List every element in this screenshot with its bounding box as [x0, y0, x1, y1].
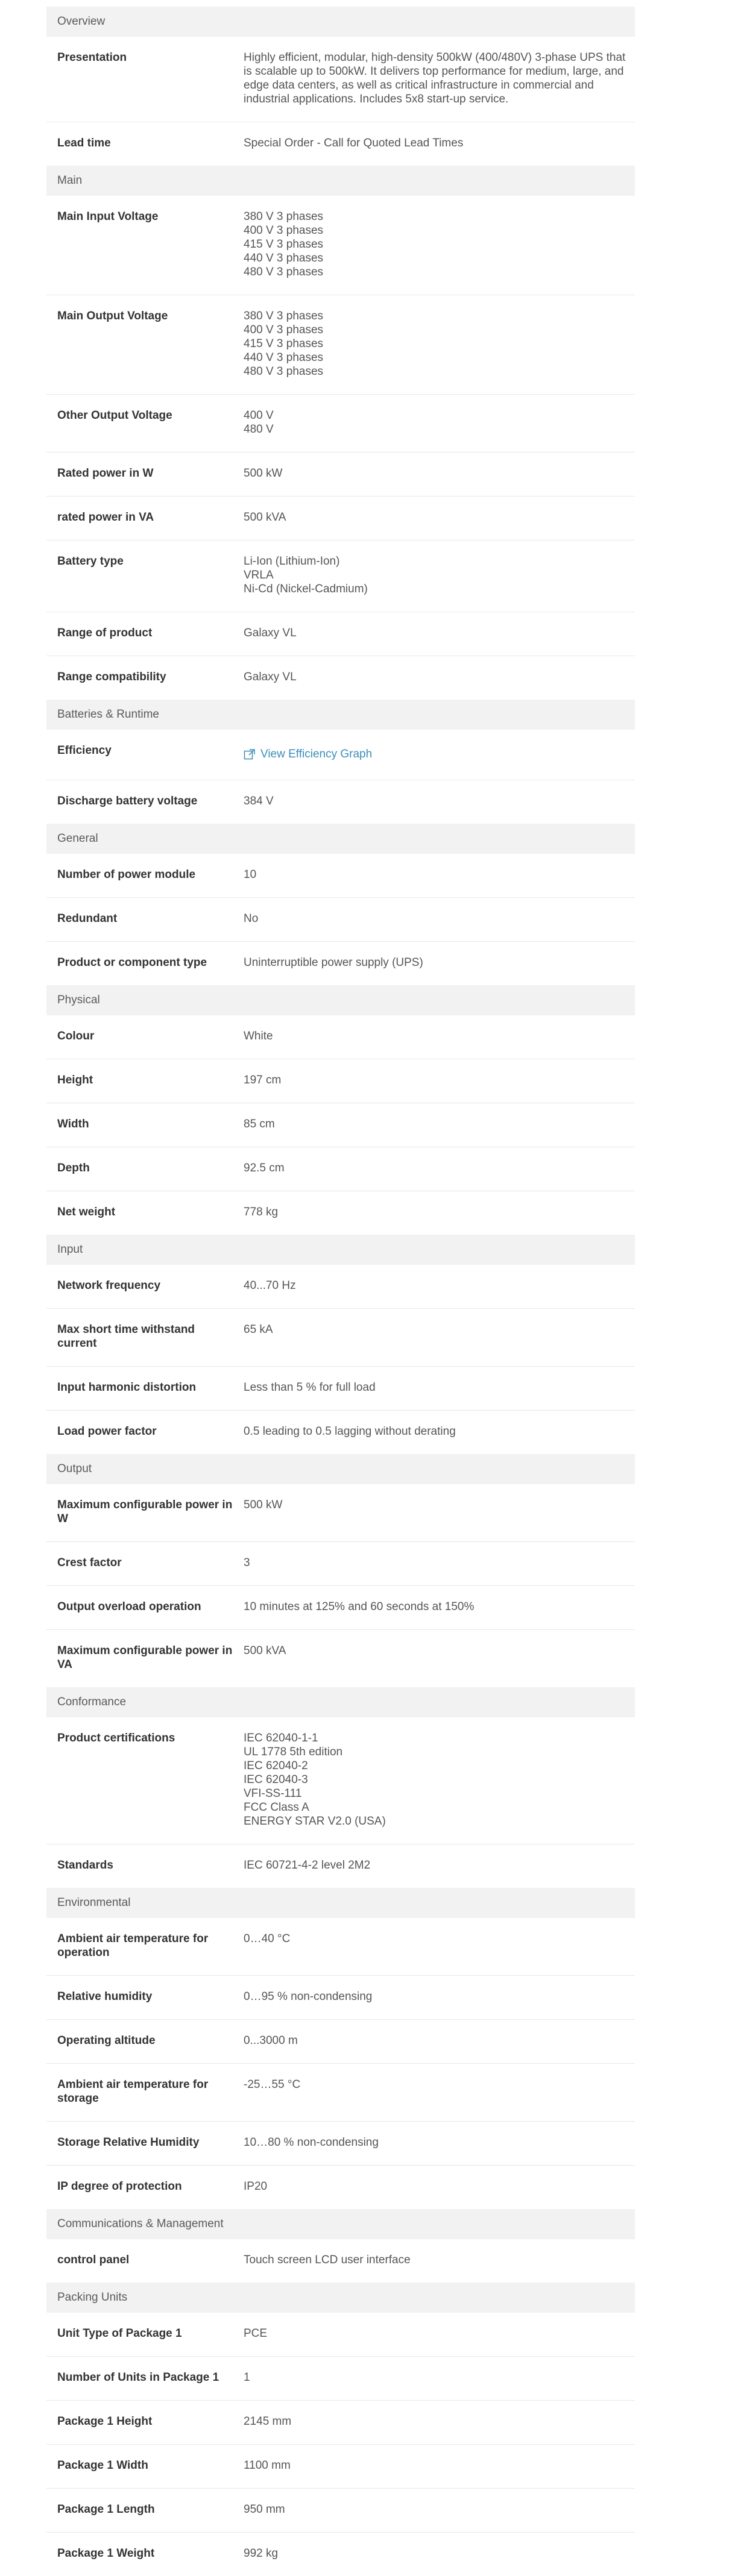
spec-label: Main Input Voltage: [57, 210, 159, 223]
spec-row-colour: [46, 1015, 635, 1059]
spec-value-line: 400 V 3 phases: [244, 324, 324, 336]
spec-label: Output overload operation: [57, 1600, 201, 1613]
section-communications-management: [46, 2209, 635, 2283]
section-environmental: [46, 1888, 635, 2209]
section-header: Communications & Management: [46, 2209, 635, 2239]
spec-row-range-of-product: [46, 612, 635, 656]
spec-value: [244, 1424, 635, 1438]
spec-value-line: 500 kVA: [244, 511, 286, 524]
spec-row-product-certifications: [46, 1717, 635, 1844]
spec-label: Other Output Voltage: [57, 409, 172, 422]
spec-label: Range of product: [57, 627, 153, 639]
section-header: Packing Units: [46, 2283, 635, 2313]
spec-value: [244, 1858, 635, 1872]
spec-value-line: 0...3000 m: [244, 2034, 298, 2047]
spec-row-load-power-factor: [46, 1411, 635, 1454]
spec-label: Operating altitude: [57, 2034, 156, 2047]
spec-row-output-overload-operation: [46, 1586, 635, 1630]
spec-value: [244, 51, 635, 106]
spec-value: [244, 2458, 635, 2472]
spec-row-package-1-length: [46, 2489, 635, 2533]
section-physical: [46, 985, 635, 1235]
spec-value-line: 380 V 3 phases: [244, 310, 324, 322]
spec-value: [244, 466, 635, 480]
spec-label: Battery type: [57, 555, 124, 568]
spec-row-depth: [46, 1147, 635, 1191]
spec-row-package-1-height: [46, 2401, 635, 2445]
spec-value-line: UL 1778 5th edition: [244, 1745, 343, 1758]
spec-value: [244, 1029, 635, 1043]
section-input: [46, 1235, 635, 1454]
spec-row-efficiency: [46, 730, 635, 780]
spec-value-line: IEC 62040-2: [244, 1759, 308, 1772]
spec-row-rated-power-in-w: [46, 453, 635, 497]
spec-value-line: 480 V 3 phases: [244, 266, 324, 278]
spec-label: Colour: [57, 1029, 95, 1042]
spec-label: Ambient air temperature for storage: [57, 2078, 209, 2105]
spec-value-line: 384 V: [244, 794, 274, 807]
spec-value: [244, 1117, 635, 1131]
spec-value: [244, 1279, 635, 1293]
spec-label: Package 1 Weight: [57, 2546, 155, 2560]
spec-value-line: FCC Class A: [244, 1800, 309, 1814]
specifications-table: [46, 7, 635, 2576]
spec-value-line: 2145 mm: [244, 2415, 292, 2428]
spec-row-range-compatibility: [46, 656, 635, 700]
spec-value: [244, 912, 635, 926]
spec-value-line: 3: [244, 1556, 250, 1569]
section-header: Input: [46, 1235, 635, 1265]
spec-row-battery-type: [46, 541, 635, 612]
spec-value: [244, 1600, 635, 1614]
spec-value-line: 1: [244, 2371, 250, 2384]
spec-row-product-or-component-type: [46, 942, 635, 985]
spec-value: [244, 2415, 635, 2428]
spec-label: Package 1 Length: [57, 2502, 155, 2516]
spec-value-line: 380 V 3 phases: [244, 210, 324, 223]
spec-value-line: 480 V: [244, 423, 274, 436]
spec-value-line: 1100 mm: [244, 2458, 291, 2472]
spec-value-line: IEC 62040-3: [244, 1773, 308, 1786]
spec-label: Package 1 Height: [57, 2415, 153, 2428]
spec-label: Package 1 Width: [57, 2458, 148, 2472]
spec-row-height: [46, 1059, 635, 1103]
external-link-icon: [244, 748, 256, 760]
spec-value-line: 415 V 3 phases: [244, 238, 324, 251]
spec-value: [244, 2546, 635, 2560]
spec-value-line: Ni-Cd (Nickel-Cadmium): [244, 583, 368, 595]
spec-value: [244, 2078, 635, 2105]
spec-row-other-output-voltage: [46, 395, 635, 453]
spec-value: [244, 868, 635, 882]
spec-value-line: 778 kg: [244, 1205, 279, 1218]
spec-value-line: 440 V 3 phases: [244, 351, 324, 364]
spec-value: [244, 2327, 635, 2340]
spec-label: Storage Relative Humidity: [57, 2136, 200, 2149]
spec-row-net-weight: [46, 1191, 635, 1235]
spec-label: Relative humidity: [57, 1990, 153, 2003]
spec-row-redundant: [46, 898, 635, 942]
spec-value-line: IP20: [244, 2180, 268, 2193]
spec-row-standards: [46, 1844, 635, 1888]
spec-row-number-of-units-in-package-1: [46, 2357, 635, 2401]
section-header: Batteries & Runtime: [46, 700, 635, 730]
spec-label: Efficiency: [57, 744, 112, 757]
spec-row-network-frequency: [46, 1265, 635, 1309]
spec-row-number-of-power-module: [46, 854, 635, 898]
spec-label: Standards: [57, 1858, 113, 1872]
spec-value: [244, 2502, 635, 2516]
spec-row-max-short-time-withstand-current: [46, 1309, 635, 1367]
spec-value: [244, 1205, 635, 1219]
spec-value-line: VRLA: [244, 569, 274, 581]
spec-row-discharge-battery-voltage: [46, 780, 635, 824]
spec-label: Height: [57, 1073, 93, 1086]
spec-row-relative-humidity: [46, 1976, 635, 2020]
spec-value-line: VFI-SS-111: [244, 1787, 302, 1800]
spec-label: Depth: [57, 1161, 90, 1174]
spec-row-input-harmonic-distortion: [46, 1367, 635, 1411]
spec-label: Maximum configurable power in VA: [57, 1644, 233, 1671]
spec-value: [244, 626, 635, 640]
spec-value-line: Less than 5 % for full load: [244, 1380, 376, 1394]
spec-row-package-1-weight: [46, 2533, 635, 2576]
spec-row-ambient-air-temperature-for-operation: [46, 1918, 635, 1976]
spec-label: Redundant: [57, 912, 118, 925]
spec-value-line: 0…95 % non-condensing: [244, 1990, 373, 2003]
spec-label: Main Output Voltage: [57, 310, 168, 322]
spec-value: [244, 1731, 635, 1828]
spec-value-line: 0.5 leading to 0.5 lagging without derating: [244, 1424, 456, 1438]
spec-value-line: 92.5 cm: [244, 1161, 285, 1174]
spec-value-line: Uninterruptible power supply (UPS): [244, 956, 423, 969]
spec-row-maximum-configurable-power-in-va: [46, 1630, 635, 1687]
spec-value-line: 85 cm: [244, 1117, 275, 1130]
spec-value-line: IEC 62040-1-1: [244, 1731, 318, 1744]
spec-row-ambient-air-temperature-for-storage: [46, 2064, 635, 2122]
section-packing-units: [46, 2283, 635, 2576]
section-main: [46, 166, 635, 700]
spec-label: Number of power module: [57, 868, 196, 881]
spec-value-line: 500 kW: [244, 1498, 283, 1511]
spec-label: Maximum configurable power in W: [57, 1498, 233, 1525]
spec-label: Product certifications: [57, 1731, 175, 1744]
spec-label: Net weight: [57, 1205, 116, 1218]
section-header: Main: [46, 166, 635, 196]
view-efficiency-graph-link[interactable]: [244, 747, 372, 761]
spec-row-unit-type-of-package-1: [46, 2313, 635, 2357]
spec-value-line: 400 V: [244, 409, 274, 422]
spec-value-line: Galaxy VL: [244, 627, 297, 639]
spec-value: [244, 1073, 635, 1087]
spec-value-line: 10: [244, 868, 257, 881]
spec-label: rated power in VA: [57, 511, 154, 524]
spec-label: Max short time withstand current: [57, 1323, 195, 1350]
spec-row-maximum-configurable-power-in-w: [46, 1484, 635, 1542]
spec-value-line: Galaxy VL: [244, 671, 297, 683]
spec-label: Range compatibility: [57, 671, 166, 683]
spec-value-line: No: [244, 912, 259, 925]
section-header: General: [46, 824, 635, 854]
spec-value: [244, 1644, 635, 1672]
section-output: [46, 1454, 635, 1687]
spec-value-line: 197 cm: [244, 1073, 282, 1086]
spec-value: [244, 1323, 635, 1350]
spec-label: Discharge battery voltage: [57, 794, 198, 807]
spec-label: Lead time: [57, 137, 111, 149]
section-batteries-runtime: [46, 700, 635, 824]
spec-value: [244, 670, 635, 684]
spec-value-line: 415 V 3 phases: [244, 337, 324, 350]
spec-row-main-output-voltage: [46, 295, 635, 395]
section-general: [46, 824, 635, 985]
spec-value-line: 10 minutes at 125% and 60 seconds at 150%: [244, 1600, 475, 1613]
spec-value-line: White: [244, 1029, 273, 1042]
spec-row-presentation: [46, 37, 635, 122]
spec-value-line: PCE: [244, 2327, 268, 2340]
spec-row-lead-time: [46, 122, 635, 166]
spec-row-package-1-width: [46, 2445, 635, 2489]
spec-value-line: 500 kW: [244, 467, 283, 480]
spec-value-line: 0…40 °C: [244, 1932, 291, 1945]
spec-label: control panel: [57, 2253, 130, 2266]
spec-value: [244, 1498, 635, 1526]
spec-row-rated-power-in-va: [46, 497, 635, 541]
spec-row-main-input-voltage: [46, 196, 635, 295]
section-header: Overview: [46, 7, 635, 37]
spec-value-line: Touch screen LCD user interface: [244, 2253, 411, 2266]
spec-value: [244, 2136, 635, 2149]
spec-value-line: Highly efficient, modular, high-density 500kW (400/480V) 3-phase UPS that is scalable up to 500kW. It delivers top performance for medium, large, and edge data centers, as well as critical infrastructure in commercial and industrial applications. Includes 5x8 start-up service.: [244, 51, 626, 105]
spec-label: Presentation: [57, 51, 127, 64]
spec-row-storage-relative-humidity: [46, 2122, 635, 2166]
spec-label: Network frequency: [57, 1279, 161, 1292]
spec-label: Ambient air temperature for operation: [57, 1932, 209, 1959]
link-label: View Efficiency Graph: [260, 748, 373, 760]
spec-label: Load power factor: [57, 1424, 157, 1438]
spec-value: [244, 2180, 635, 2193]
spec-label: Input harmonic distortion: [57, 1380, 197, 1394]
spec-label: Unit Type of Package 1: [57, 2327, 182, 2340]
spec-row-ip-degree-of-protection: [46, 2166, 635, 2209]
spec-label: Rated power in W: [57, 467, 154, 480]
spec-value: [244, 136, 635, 150]
spec-value: [244, 794, 635, 808]
spec-value: [244, 2371, 635, 2384]
spec-value-line: Special Order - Call for Quoted Lead Times: [244, 137, 464, 149]
spec-row-crest-factor: [46, 1542, 635, 1586]
section-conformance: [46, 1687, 635, 1888]
spec-value: [244, 510, 635, 524]
section-overview: [46, 7, 635, 166]
spec-label: Product or component type: [57, 956, 207, 969]
spec-value: [244, 554, 635, 596]
spec-value-line: 950 mm: [244, 2502, 285, 2516]
spec-row-width: [46, 1103, 635, 1147]
spec-value-line: 440 V 3 phases: [244, 252, 324, 265]
spec-label: Crest factor: [57, 1556, 122, 1569]
spec-value-line: 480 V 3 phases: [244, 365, 324, 378]
spec-value: [244, 744, 635, 764]
spec-value: [244, 409, 635, 436]
spec-value-line: 992 kg: [244, 2546, 279, 2560]
section-header: Conformance: [46, 1687, 635, 1717]
spec-value: [244, 2034, 635, 2048]
spec-value: [244, 2253, 635, 2267]
spec-label: Width: [57, 1117, 89, 1130]
spec-label: IP degree of protection: [57, 2180, 182, 2193]
section-header: Output: [46, 1454, 635, 1484]
section-header: Physical: [46, 985, 635, 1015]
spec-value: [244, 1556, 635, 1570]
spec-value-line: IEC 60721-4-2 level 2M2: [244, 1858, 371, 1872]
spec-row-control-panel: [46, 2239, 635, 2283]
spec-value: [244, 309, 635, 378]
spec-value-line: Li-Ion (Lithium-Ion): [244, 555, 340, 568]
spec-value: [244, 956, 635, 970]
spec-value-line: -25…55 °C: [244, 2078, 301, 2091]
spec-value-line: 65 kA: [244, 1323, 273, 1336]
spec-value: [244, 1161, 635, 1175]
spec-value: [244, 210, 635, 279]
spec-value-line: 40...70 Hz: [244, 1279, 296, 1292]
spec-value-line: 10…80 % non-condensing: [244, 2136, 379, 2149]
spec-value: [244, 1990, 635, 2004]
spec-value-line: ENERGY STAR V2.0 (USA): [244, 1814, 386, 1828]
spec-value: [244, 1932, 635, 1960]
section-header: Environmental: [46, 1888, 635, 1918]
spec-value-line: 500 kVA: [244, 1644, 286, 1657]
spec-label: Number of Units in Package 1: [57, 2371, 219, 2384]
spec-row-operating-altitude: [46, 2020, 635, 2064]
spec-value: [244, 1380, 635, 1394]
spec-value-line: 400 V 3 phases: [244, 224, 324, 237]
